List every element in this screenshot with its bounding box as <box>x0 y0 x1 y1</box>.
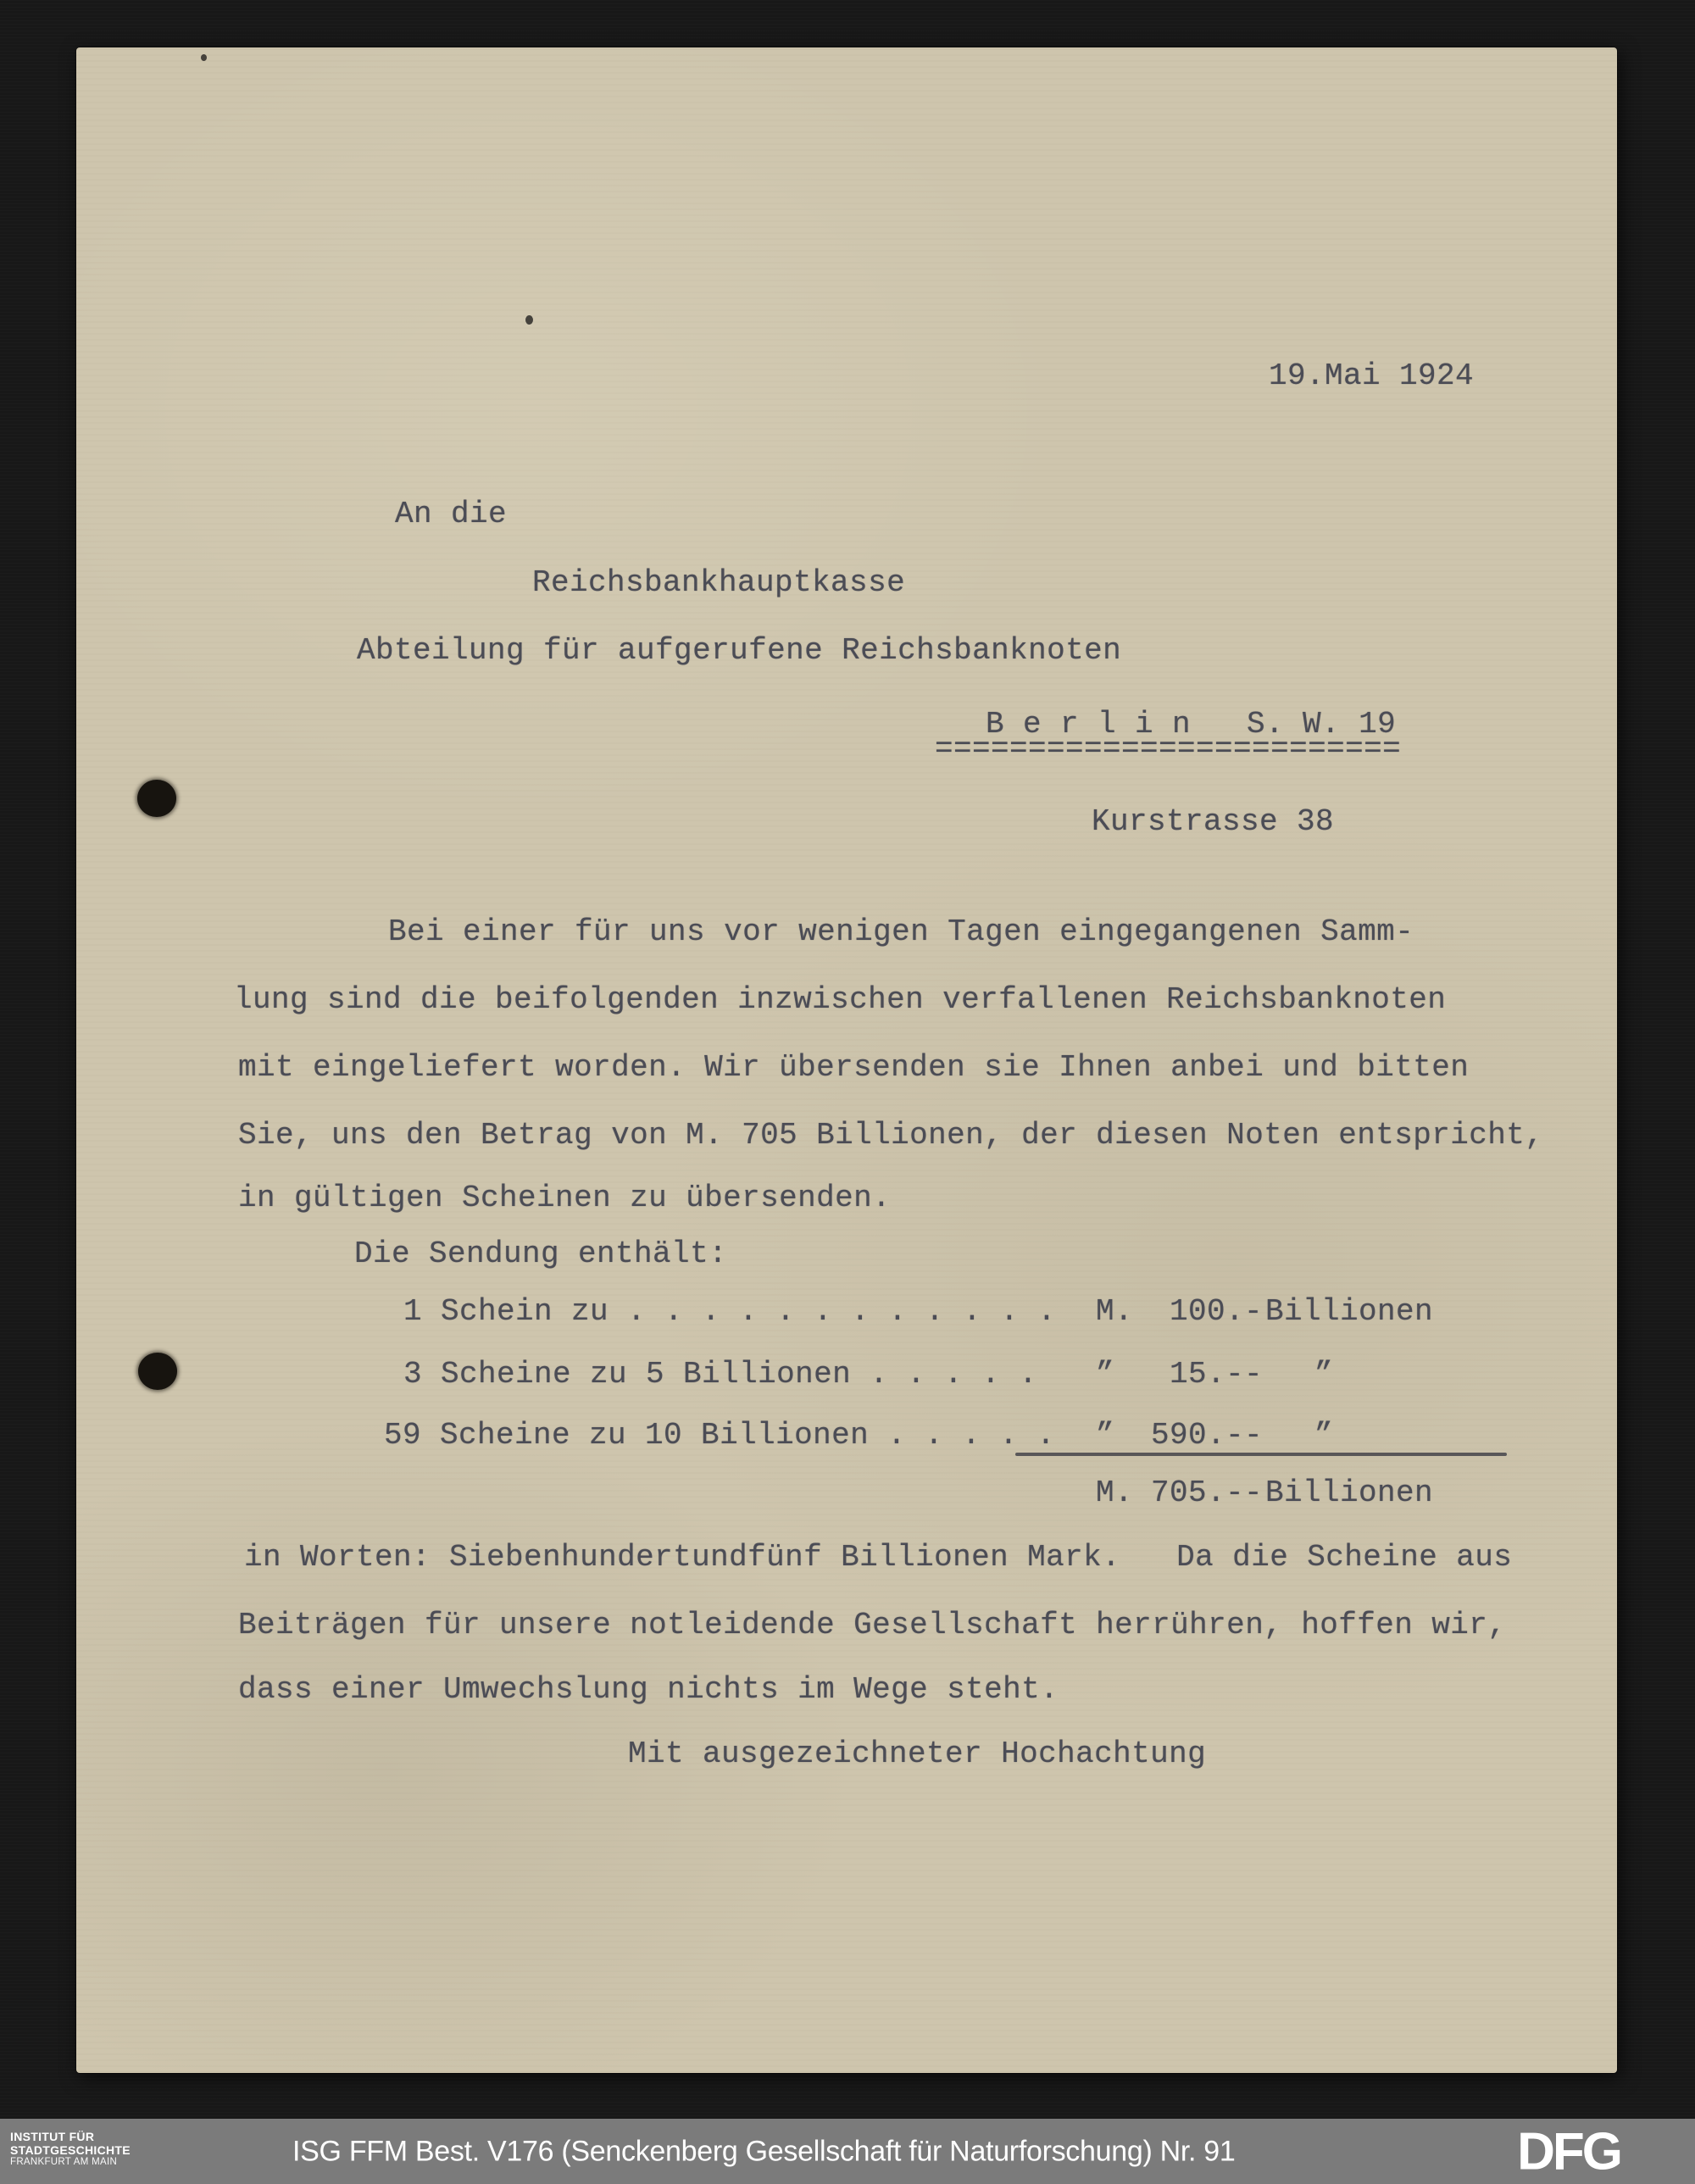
body-line: Bei einer für uns vor wenigen Tagen eingegangenen Samm- <box>388 914 1414 949</box>
institution-logo <box>10 2130 131 2168</box>
table-row-unit: ” <box>1314 1418 1334 1453</box>
table-row-amount: 15.-- <box>1169 1357 1263 1392</box>
closing-line: in Worten: Siebenhundertundfünf Billionen Mark. Da die Scheine aus <box>244 1540 1513 1575</box>
table-row-currency: M. <box>1096 1294 1134 1329</box>
archive-reference: ISG FFM Best. V176 (Senckenberg Gesellschaft für Naturforschung) Nr. 91 <box>292 2135 1236 2167</box>
ink-speck <box>525 315 533 325</box>
recipient-name: Reichsbankhauptkasse <box>532 565 906 600</box>
body-line: in gültigen Scheinen zu übersenden. <box>238 1181 892 1215</box>
table-row-currency: ” <box>1096 1418 1115 1453</box>
table-row-item: 3 Scheine zu 5 Billionen . . . . . <box>403 1357 1038 1392</box>
dfg-logo: DFG <box>1517 2122 1620 2181</box>
body-line: lung sind die beifolgenden inzwischen verfallenen Reichsbanknoten <box>234 982 1447 1017</box>
total-amount: 705.-- <box>1150 1475 1263 1510</box>
table-row-currency: ” <box>1096 1357 1115 1392</box>
body-line: Sie, uns den Betrag von M. 705 Billionen, der diesen Noten entspricht, <box>238 1118 1544 1153</box>
punch-hole-top <box>137 780 176 817</box>
table-row-amount: 100.- <box>1169 1294 1263 1329</box>
table-row-amount: 590.-- <box>1150 1418 1263 1453</box>
recipient-city-underline: ========================= <box>935 731 1402 766</box>
table-row-item: 59 Scheine zu 10 Billionen . . . . . <box>384 1418 1056 1453</box>
archive-footer <box>0 2119 1695 2184</box>
closing-line: dass einer Umwechslung nichts im Wege steht. <box>238 1672 1059 1707</box>
total-unit: Billionen <box>1265 1475 1434 1510</box>
table-row-unit: ” <box>1314 1357 1334 1392</box>
sum-underline <box>1015 1453 1507 1456</box>
punch-hole-bottom <box>138 1353 177 1390</box>
institution-name-line2: STADTGESCHICHTE <box>10 2143 131 2158</box>
ink-speck <box>201 54 207 61</box>
recipient-street: Kurstrasse 38 <box>1092 804 1335 839</box>
shipment-intro: Die Sendung enthält: <box>354 1236 728 1271</box>
table-row-item: 1 Schein zu . . . . . . . . . . . . <box>403 1294 1057 1329</box>
body-line: mit eingeliefert worden. Wir übersenden sie Ihnen anbei und bitten <box>238 1050 1470 1085</box>
recipient-city: B e r l i n S. W. 19 <box>986 707 1397 742</box>
total-currency: M. <box>1096 1475 1134 1510</box>
valediction: Mit ausgezeichneter Hochachtung <box>628 1737 1207 1771</box>
recipient-salutation: An die <box>395 497 508 531</box>
letter-date: 19.Mai 1924 <box>1269 358 1475 393</box>
institution-name-line1: INSTITUT FÜR <box>10 2130 95 2143</box>
closing-line: Beiträgen für unsere notleidende Gesellschaft herrühren, hoffen wir, <box>238 1608 1507 1642</box>
institution-name-line3: FRANKFURT AM MAIN <box>10 2157 118 2168</box>
table-row-unit: Billionen <box>1265 1294 1434 1329</box>
recipient-department: Abteilung für aufgerufene Reichsbanknoten <box>357 633 1122 668</box>
